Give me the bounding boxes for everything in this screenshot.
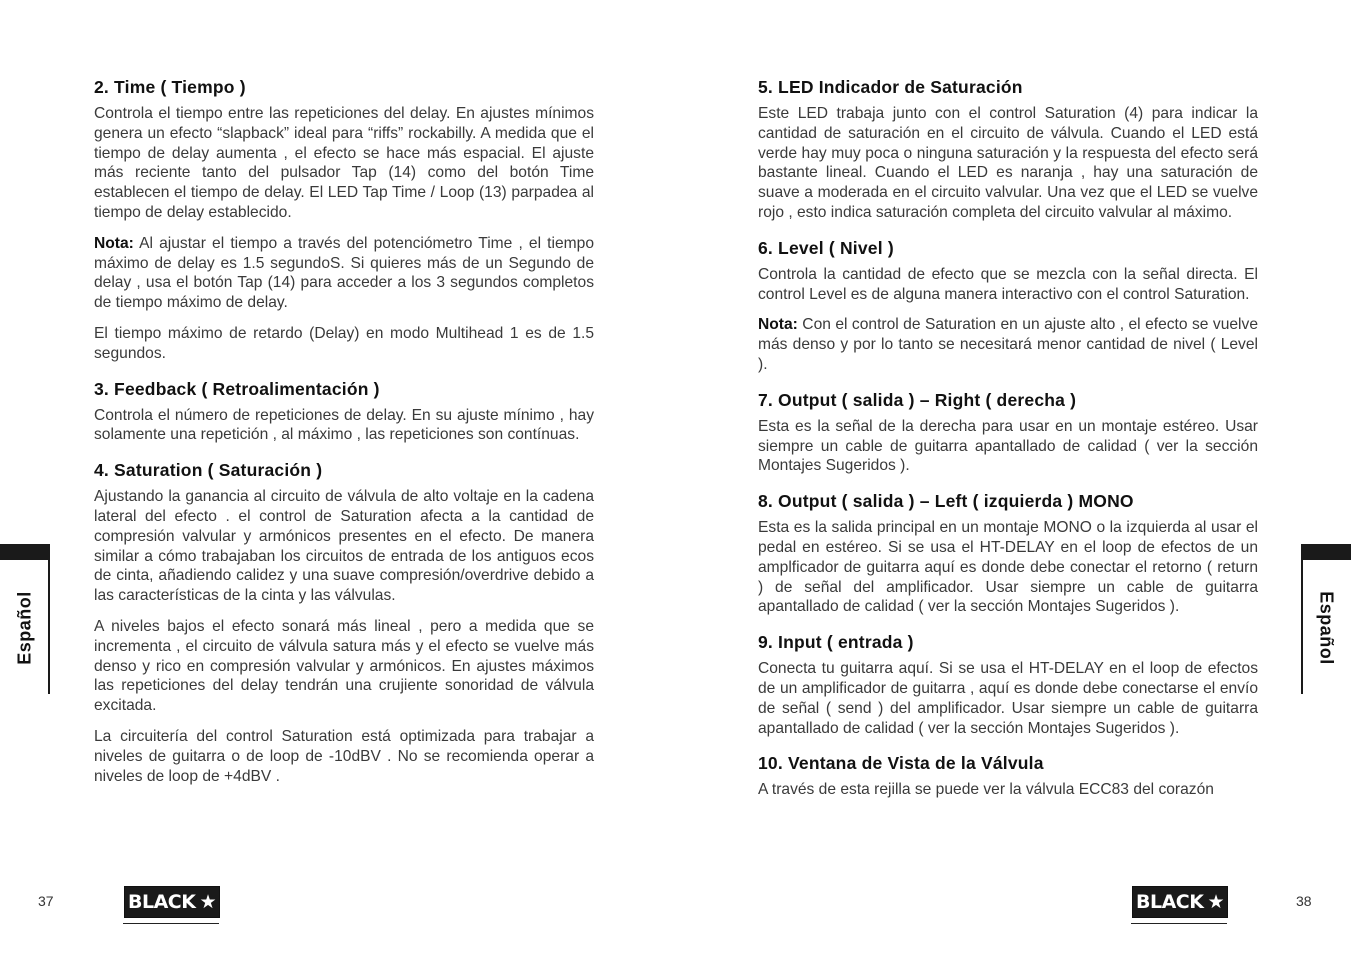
paragraph [758,104,1258,223]
section [94,378,594,446]
paragraph-text: Esta es la señal de la derecha para usar en un montaje estéreo. Usar siempre un cable de guitarra apantallado de calidad ( ver la sección Montajes Sugeridos ). [758,417,1258,475]
section [94,459,594,786]
page-number: 38 [1296,893,1312,909]
paragraph [758,417,1258,476]
section-heading: 7. Output ( salida ) – Right ( derecha ) [758,389,1077,410]
logo-text: BLACK [1135,891,1204,913]
paragraph [94,324,594,364]
section-heading: 8. Output ( salida ) – Left ( izquierda ) MONO [758,491,1134,512]
note-label: Nota: [758,316,798,334]
tab-line [48,560,50,694]
paragraph [94,406,594,446]
star-icon: ★ [199,891,216,913]
brand-logo [124,886,220,918]
paragraph [758,518,1258,617]
paragraph-text: A través de esta rejilla se puede ver la válvula ECC83 del corazón [758,781,1214,799]
paragraph [94,234,594,313]
section [94,76,594,364]
language-tab [1301,544,1351,694]
paragraph-text: El tiempo máximo de retardo (Delay) en modo Multihead 1 es de 1.5 segundos. [94,324,594,362]
section [758,631,1258,738]
logo-underline [123,923,219,924]
section-heading: 9. Input ( entrada ) [758,632,914,653]
tab-bar [0,544,50,560]
logo-text: BLACK [127,891,196,913]
left-text-column [94,76,594,800]
section-heading: 10. Ventana de Vista de la Válvula [758,753,1044,774]
section [758,237,1258,375]
star-icon: ★ [1207,891,1224,913]
section-heading: 2. Time ( Tiempo ) [94,77,246,97]
paragraph-text: Controla el número de repeticiones de delay. En su ajuste mínimo , hay solamente una repetición , al máximo , las repeticiones son contínuas. [94,406,594,444]
right-page [676,0,1352,954]
page-number: 37 [38,893,54,909]
section-heading: 3. Feedback ( Retroalimentación ) [94,378,380,399]
section-heading: 6. Level ( Nivel ) [758,237,894,258]
paragraph-text: Controla la cantidad de efecto que se mezcla con la señal directa. El control Level es de alguna manera interactivo con el control Saturation. [758,265,1258,303]
language-tab [0,544,50,694]
section-heading: 5. LED Indicador de Saturación [758,77,1023,97]
section-heading: 4. Saturation ( Saturación ) [94,460,323,481]
section [758,389,1258,476]
paragraph [758,659,1258,738]
paragraph [94,617,594,716]
brand-logo [1132,886,1228,918]
paragraph-text: Al ajustar el tiempo a través del potenciómetro Time , el tiempo máximo de delay es 1.5 segundoS. Si quieres más de un Segundo de delay , usa el botón Tap (14) para acceder a los 3 segundos completos de tiempo máximo de delay. [94,234,594,312]
tab-label: Español [14,591,35,665]
tab-line [1301,560,1303,694]
logo-underline [1131,923,1227,924]
paragraph-text: Controla el tiempo entre las repeticiones del delay. En ajustes mínimos genera un efecto “slapback” ideal para “riffs” rockabilly. A medida que el tiempo de delay aumenta , el efecto se hace más espacial. El ajuste más reciente tanto del pulsador Tap (14) como del botón Time establecen el tiempo de delay. El LED Tap Time / Loop (13) parpadea al tiempo de delay establecido. [94,105,594,221]
section [758,490,1258,617]
section [758,76,1258,223]
paragraph-text: Este LED trabaja junto con el control Saturation (4) para indicar la cantidad de saturación en el circuito de válvula. Cuando el LED está verde hay muy poca o ninguna saturación y la respuesta del efecto será bastante lineal. Cuando el LED es naranja , hay una saturación de suave a moderada en el circuito valvular. Una vez que el LED se vuelve rojo , esto indica saturación completa del circuito valvular al máximo. [758,105,1258,221]
tab-label: Español [1316,591,1337,665]
note-label: Nota: [94,234,134,252]
paragraph [94,487,594,606]
paragraph [758,265,1258,305]
tab-bar [1301,544,1351,560]
paragraph-text: La circuitería del control Saturation está optimizada para trabajar a niveles de guitarra o de loop de -10dBV . No se recomienda operar a niveles de loop de +4dBV . [94,727,594,785]
paragraph-text: Conecta tu guitarra aquí. Si se usa el HT-DELAY en el loop de efectos de un amplificador de guitarra , aquí es donde debe conectarse el envío de señal ( send ) del amplificador. Usar siempre un cable de guitarra apantallado de calidad ( ver la sección Montajes Sugeridos ). [758,660,1258,737]
paragraph-text: Con el control de Saturation en un ajuste alto , el efecto se vuelve más denso y por lo tanto se necesitará menor cantidad de nivel ( Level ). [758,316,1258,373]
paragraph [94,104,594,223]
paragraph [94,727,594,786]
paragraph [758,780,1258,800]
paragraph [758,315,1258,374]
right-text-column [758,76,1258,814]
paragraph-text: Ajustando la ganancia al circuito de válvula de alto voltaje en la cadena lateral del efecto . el control de Saturation afecta a la cantidad de compresión valvular y armónicos presentes en el efecto. De manera similar a cómo trabajaban los circuitos de entrada de los antiguos ecos de cinta, añadiendo calidez y una suave compresión/overdrive debido a las características de la cinta y las válvulas. [94,488,594,605]
section [758,752,1258,800]
paragraph-text: Esta es la salida principal en un montaje MONO o la izquierda al usar el pedal en estéreo. Si se usa el HT-DELAY en el loop de efectos de un amplficador de guitarra aquí es donde debe conectar el retorno ( return ) de señal del amplificador. Usar siempre un cable de guitarra apantallado de calidad ( ver la sección Montajes Sugeridos ). [758,519,1258,616]
paragraph-text: A niveles bajos el efecto sonará más lineal , pero a medida que se incrementa , el circuito de válvula satura más y el efecto se vuelve más denso y rico en compresión valvular y armónicos. En ajustes máximos las repeticiones del delay tendrán una crujiente sonoridad de válvula excitada. [94,617,594,715]
